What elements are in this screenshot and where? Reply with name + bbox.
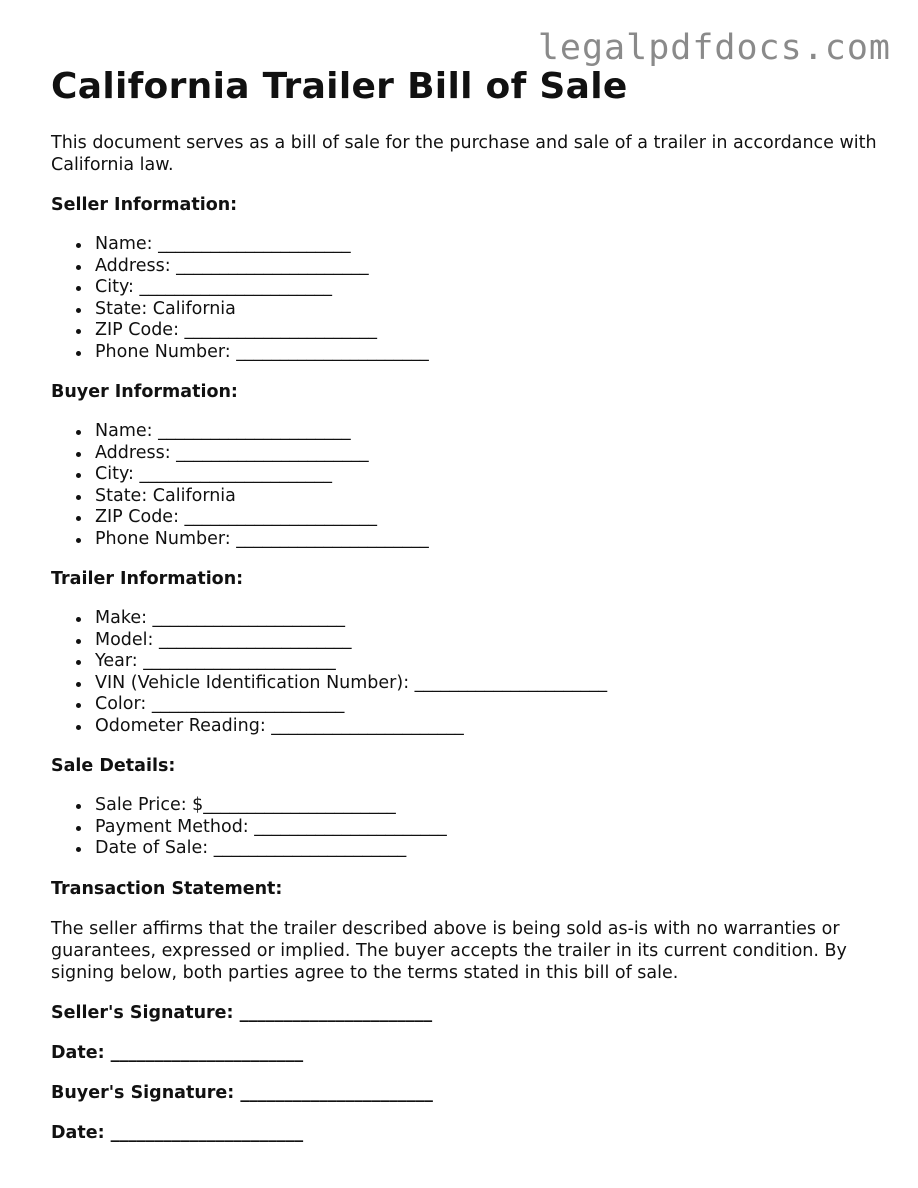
seller-address-field: Address: ______________________ bbox=[95, 256, 881, 278]
buyer-zip-field: ZIP Code: ______________________ bbox=[95, 507, 881, 529]
seller-zip-field: ZIP Code: ______________________ bbox=[95, 320, 881, 342]
buyer-name-field: Name: ______________________ bbox=[95, 421, 881, 443]
buyer-address-field: Address: ______________________ bbox=[95, 443, 881, 465]
buyer-city-field: City: ______________________ bbox=[95, 464, 881, 486]
transaction-heading: Transaction Statement: bbox=[51, 878, 283, 899]
transaction-statement: The seller affirms that the trailer described above is being sold as-is with no warranties or guarantees, expressed or implied. The buyer accepts the trailer in its current condition. By signing below, both parties agree to the terms stated in this bill of sale. bbox=[51, 918, 847, 983]
trailer-year-field: Year: ______________________ bbox=[95, 651, 881, 673]
seller-city-field: City: ______________________ bbox=[95, 277, 881, 299]
seller-name-field: Name: ______________________ bbox=[95, 234, 881, 256]
buyer-date-line: Date: ______________________ bbox=[51, 1122, 304, 1143]
trailer-vin-field: VIN (Vehicle Identification Number): ______________________ bbox=[95, 673, 881, 695]
trailer-color-field: Color: ______________________ bbox=[95, 694, 881, 716]
date-of-sale-field: Date of Sale: ______________________ bbox=[95, 838, 881, 860]
trailer-make-field: Make: ______________________ bbox=[95, 608, 881, 630]
sale-heading: Sale Details: bbox=[51, 756, 176, 776]
seller-phone-field: Phone Number: ______________________ bbox=[95, 342, 881, 364]
trailer-model-field: Model: ______________________ bbox=[95, 630, 881, 652]
sale-price-field: Sale Price: $______________________ bbox=[95, 795, 881, 817]
buyer-heading: Buyer Information: bbox=[51, 382, 238, 402]
seller-list bbox=[51, 234, 881, 363]
buyer-state-field: State: California bbox=[95, 486, 881, 508]
document-title: California Trailer Bill of Sale bbox=[51, 66, 628, 107]
buyer-phone-field: Phone Number: ______________________ bbox=[95, 529, 881, 551]
document-page bbox=[51, 62, 881, 1144]
trailer-heading: Trailer Information: bbox=[51, 569, 244, 589]
intro-paragraph: This document serves as a bill of sale for the purchase and sale of a trailer in accordance with California law. bbox=[51, 133, 877, 175]
seller-date-line: Date: ______________________ bbox=[51, 1042, 304, 1063]
sale-list bbox=[51, 795, 881, 860]
trailer-odometer-field: Odometer Reading: ______________________ bbox=[95, 716, 881, 738]
seller-signature-line: Seller's Signature: ______________________ bbox=[51, 1002, 433, 1023]
seller-heading: Seller Information: bbox=[51, 195, 238, 215]
trailer-list bbox=[51, 608, 881, 737]
seller-state-field: State: California bbox=[95, 299, 881, 321]
buyer-list bbox=[51, 421, 881, 550]
watermark: legalpdfdocs.com bbox=[537, 28, 891, 68]
payment-method-field: Payment Method: ______________________ bbox=[95, 817, 881, 839]
buyer-signature-line: Buyer's Signature: ______________________ bbox=[51, 1082, 433, 1103]
